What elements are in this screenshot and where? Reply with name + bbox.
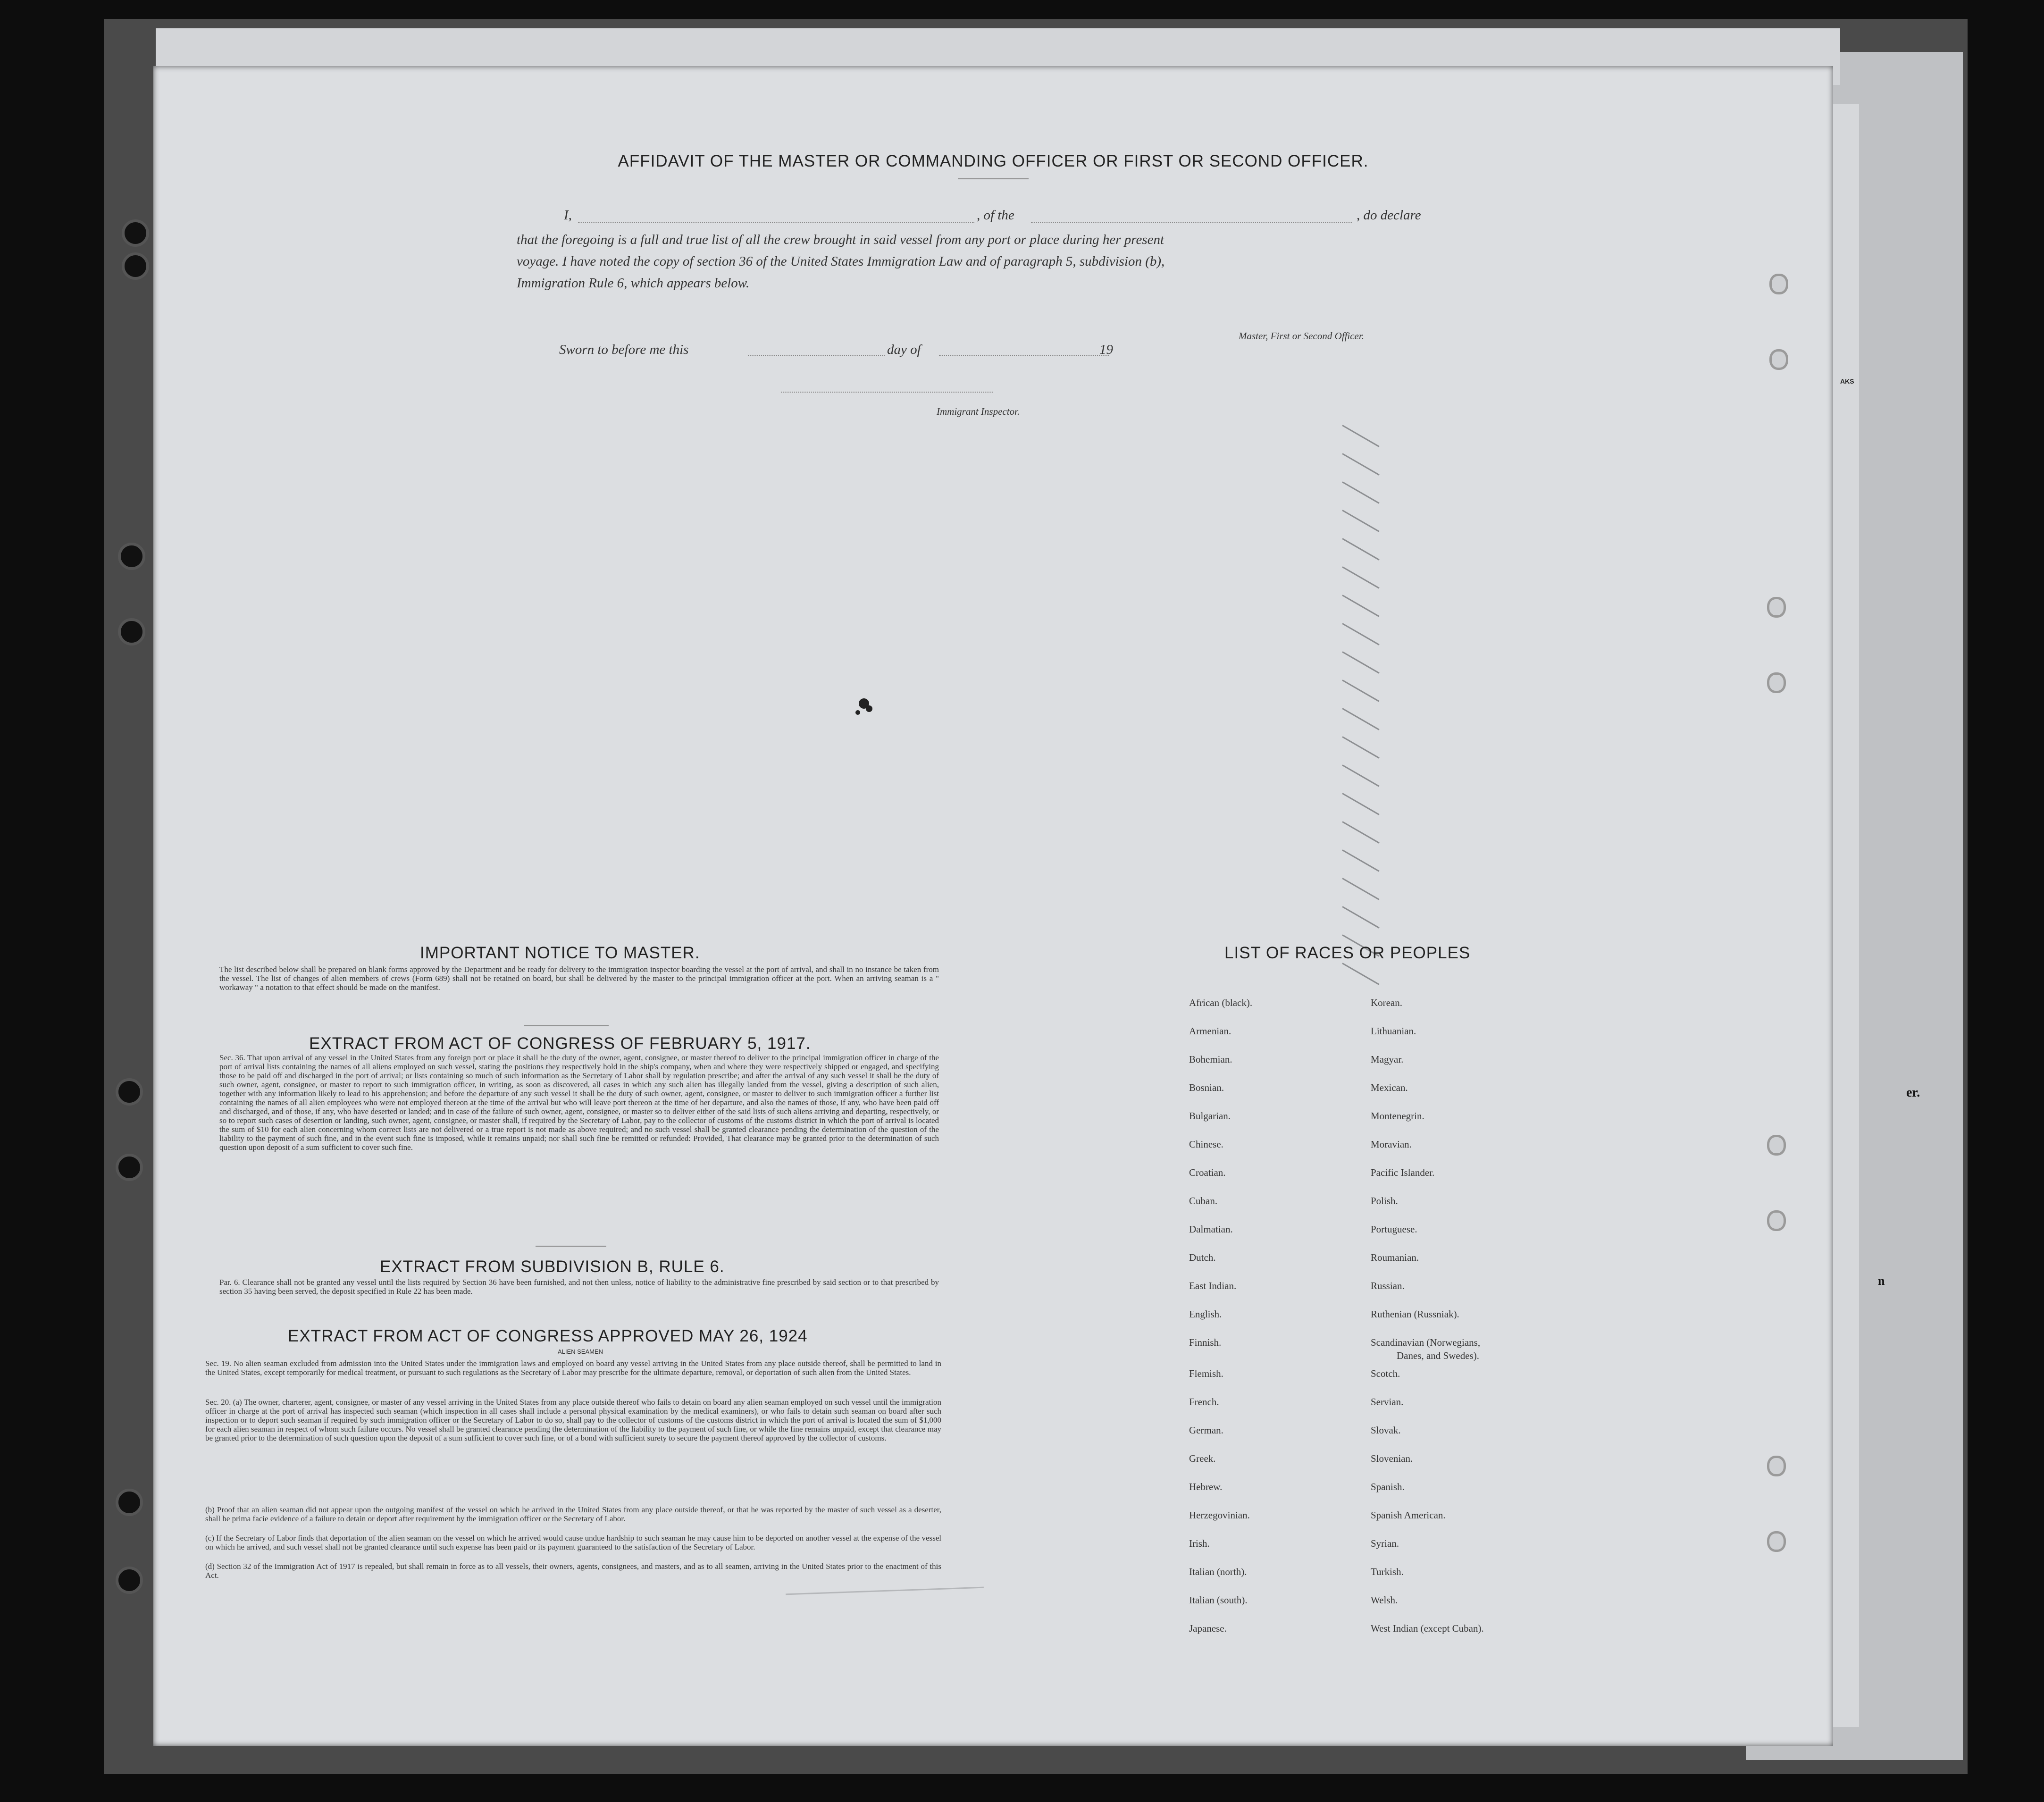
race-item: Cuban. (1189, 1195, 1218, 1207)
binder-hole (122, 252, 149, 280)
race-item: Slovenian. (1371, 1453, 1413, 1464)
race-item: Moravian. (1371, 1139, 1412, 1150)
extract-1924-heading: EXTRACT FROM ACT OF CONGRESS APPROVED MAY 26, 1924 (288, 1327, 808, 1345)
race-item: Slovak. (1371, 1425, 1401, 1436)
races-column-1 (1189, 989, 1252, 1643)
sworn-day-line (748, 355, 885, 356)
race-item: Welsh. (1371, 1594, 1398, 1606)
race-item: Hebrew. (1189, 1481, 1223, 1492)
race-item: Russian. (1371, 1280, 1405, 1291)
race-item: Finnish. (1189, 1337, 1222, 1348)
affidavit-do-declare: , do declare (1357, 208, 1421, 223)
dash-mark (1342, 453, 1379, 476)
race-item: Portuguese. (1371, 1224, 1417, 1235)
race-item: Bohemian. (1189, 1054, 1232, 1065)
race-item: Montenegrin. (1371, 1110, 1424, 1122)
race-item: German. (1189, 1425, 1223, 1436)
divider (524, 1025, 609, 1026)
race-item: Greek. (1189, 1453, 1216, 1464)
sec20d-text: (d) Section 32 of the Immigration Act of 1917 is repealed, but shall remain in force as to all vessels, their owners, agents, consignees, and masters, and as to all seamen, arriving in the United States prior to the enactment of this Act. (205, 1562, 941, 1580)
race-item: Pacific Islander. (1371, 1167, 1435, 1178)
rule6-heading: EXTRACT FROM SUBDIVISION B, RULE 6. (380, 1257, 725, 1276)
race-item-multiline (1371, 1328, 1484, 1359)
race-item: Armenian. (1189, 1025, 1231, 1037)
race-item: Ruthenian (Russniak). (1371, 1308, 1459, 1320)
dash-mark (1342, 736, 1379, 759)
reinforcement-ring (1767, 672, 1786, 693)
race-item: Spanish American. (1371, 1509, 1446, 1521)
race-item: Lithuanian. (1371, 1025, 1416, 1037)
race-item: Irish. (1189, 1538, 1210, 1549)
race-item: Flemish. (1189, 1368, 1223, 1379)
notice-text: The list described below shall be prepared on blank forms approved by the Department and be ready for delivery to the immigration inspector boarding the vessel at the port of arrival, and shall in no instance be taken from the vessel. The list of changes of alien members of crews (Form 689) shall not be retained on board, but shall be delivered by the master to the principal immigration officer at the port. When an arriving seaman is a " workaway " a notation to that effect should be made on the manifest. (219, 965, 939, 992)
race-item: East Indian. (1189, 1280, 1237, 1291)
document-page (153, 66, 1833, 1746)
divider (536, 1246, 606, 1247)
reinforcement-ring (1767, 1135, 1786, 1156)
margin-fragment: er. (1906, 1085, 1920, 1100)
dash-mark (1342, 538, 1379, 561)
dash-mark (1342, 651, 1379, 674)
rule6-text: Par. 6. Clearance shall not be granted any vessel until the lists required by Section 36 have been furnished, and not then unless, notice of liability to the administrative fine prescribed by said section or to that prescribed by section 35 having been served, the deposit specified in Rule 22 has been made. (219, 1278, 939, 1296)
sworn-label: Sworn to before me this (559, 342, 689, 357)
dash-mark (1342, 906, 1379, 929)
binder-hole (116, 1154, 143, 1181)
vessel-field-line (1031, 222, 1352, 223)
month-line (939, 355, 1109, 356)
pencil-mark (786, 1587, 984, 1595)
dash-mark (1342, 481, 1379, 504)
race-item: Polish. (1371, 1195, 1398, 1207)
race-item: Roumanian. (1371, 1252, 1419, 1263)
binder-hole (116, 1078, 143, 1106)
dash-mark (1342, 425, 1379, 447)
reinforcement-ring (1769, 274, 1788, 294)
dash-mark (1342, 510, 1379, 532)
race-item: English. (1189, 1308, 1222, 1320)
dash-mark (1342, 963, 1379, 985)
affidavit-of-the: , of the (977, 208, 1014, 223)
dash-mark (1342, 679, 1379, 702)
dash-mark (1342, 566, 1379, 589)
race-item: French. (1189, 1396, 1219, 1408)
margin-fragment: AKS (1840, 377, 1854, 385)
race-item-continuation: Danes, and Swedes). (1397, 1350, 1479, 1361)
reinforcement-ring (1769, 349, 1788, 370)
race-item: Dutch. (1189, 1252, 1216, 1263)
affidavit-line-1: that the foregoing is a full and true list of all the crew brought in said vessel from any port or place during her present (517, 232, 1164, 247)
races-column-2 (1371, 989, 1484, 1643)
race-item: Syrian. (1371, 1538, 1399, 1549)
sec20a-text: Sec. 20. (a) The owner, charterer, agent, consignee, or master of any vessel arriving in the United States from any place outside thereof who fails to detain on board any alien seaman employed on such vessel until the immigration officer in charge at the port of arrival has inspected such seaman (which inspection in all cases shall include a personal physical examination by the medical examiners), or who fails to detain such seaman on board after such inspection or to deport such seaman if required by such immigration officer or the Secretary of Labor to do so, shall pay to the collector of customs of the customs district in which the port of arrival is located the sum of $1,000 for each alien seaman in respect of whom such failure occurs. No vessel shall be granted clearance pending the determination of the liability to the payment of such fine, or while the fine remains unpaid, except that clearance may be granted prior to the determination of such question upon the deposit of a sum sufficient to cover such fine, or of a bond with sufficient surety to secure the payment thereof approved by the collector of customs. (205, 1398, 941, 1442)
binder-hole (118, 543, 145, 570)
year-label: 19 (1099, 342, 1113, 357)
affidavit-title: AFFIDAVIT OF THE MASTER OR COMMANDING OFFICER OR FIRST OR SECOND OFFICER. (618, 152, 1369, 170)
notice-heading: IMPORTANT NOTICE TO MASTER. (420, 944, 700, 962)
race-item: West Indian (except Cuban). (1371, 1623, 1484, 1634)
dash-mark (1342, 708, 1379, 730)
master-signature-label: Master, First or Second Officer. (1239, 330, 1364, 342)
dash-mark (1342, 878, 1379, 900)
dash-mark (1342, 849, 1379, 872)
reinforcement-ring (1767, 597, 1786, 618)
alien-seamen-subheading: ALIEN SEAMEN (557, 1348, 603, 1355)
reinforcement-ring (1767, 1456, 1786, 1476)
extract-1917-text: Sec. 36. That upon arrival of any vessel in the United States from any foreign port or place it shall be the duty of the owner, agent, consignee, or master thereof to deliver to the principal immigration officer in charge of the port of arrival lists containing the names of all aliens employed on such vessel, stating the positions they respectively hold in the ship's company, when and where they were respectively shipped or engaged, and specifying those to be paid off and discharged in the port of arrival; or lists containing so much of such information as the Secretary of Labor shall by regulation prescribe; and after the arrival of any such vessel it shall be the duty of such owner, agent, consignee, or master to report to such immigration officer, in writing, as soon as discovered, all cases in which any such alien has illegally landed from the vessel, giving a description of such alien, together with any information likely to lead to his apprehension; and before the departure of any such vessel it shall be the duty of such owner, agent, consignee, or master to deliver to such immigration officer a further list containing the names of all alien employees who were not employed thereon at the time of the arrival but who will leave port thereon at the time of her departure, and also the names of those, if any, who have been paid off and discharged, and of those, if any, who have deserted or landed; and in case of the failure of such owner, agent, consignee, or master so to deliver either of the said lists of such aliens arriving and departing, respectively, or so to report such cases of desertion or landing, such owner, agent, consignee, or master shall, if required by the Secretary of Labor, pay to the collector of customs of the customs district in which the port of arrival is located the sum of $10 for each alien concerning whom correct lists are not delivered or a true report is not made as above required; and no such vessel shall be granted clearance pending the determination of the question of the liability to the payment of such fine, and in the event such fine is imposed, while it remains unpaid; nor shall such fine be remitted or refunded: Provided, That clearance may be granted prior to the determination of such question upon deposit of a sum sufficient to cover such fine. (219, 1053, 939, 1152)
inspector-label: Immigrant Inspector. (937, 406, 1020, 417)
race-item: Italian (north). (1189, 1566, 1247, 1577)
binder-hole (116, 1567, 143, 1594)
affidavit-i: I, (564, 208, 572, 223)
race-item: Dalmatian. (1189, 1224, 1233, 1235)
race-item: Italian (south). (1189, 1594, 1248, 1606)
sec19-text: Sec. 19. No alien seaman excluded from admission into the United States under the immigration laws and employed on board any vessel arriving in the United States from any place outside thereof, shall be permitted to land in the United States, except temporarily for medical treatment, or pursuant to such regulations as the Secretary of Labor may prescribe for the ultimate departure, removal, or deportation of such alien from the United States. (205, 1359, 941, 1377)
race-item: Japanese. (1189, 1623, 1227, 1634)
race-item: Scandinavian (Norwegians, (1371, 1337, 1481, 1348)
affidavit-line-3: Immigration Rule 6, which appears below. (517, 276, 750, 291)
margin-fragment: n (1878, 1274, 1885, 1288)
dash-mark (1342, 595, 1379, 617)
dash-mark (1342, 821, 1379, 844)
dash-mark (1342, 623, 1379, 645)
binder-hole (122, 219, 149, 247)
race-item: African (black). (1189, 997, 1253, 1008)
binder-hole (116, 1489, 143, 1516)
race-item: Spanish. (1371, 1481, 1405, 1492)
affidavit-line-2: voyage. I have noted the copy of section 36 of the United States Immigration Law and of paragraph 5, subdivision (b), (517, 254, 1165, 269)
binder-hole (118, 618, 145, 645)
sec20c-text: (c) If the Secretary of Labor finds that deportation of the alien seaman on the vessel on which he arrived would cause undue hardship to such seaman he may cause him to be deported on another vessel at the expense of the vessel on which he arrived, and such vessel shall not be granted clearance until such expense has been paid or its payment guaranteed to the satisfaction of the Secretary of Labor. (205, 1534, 941, 1551)
race-item: Magyar. (1371, 1054, 1404, 1065)
race-item: Servian. (1371, 1396, 1404, 1408)
name-field-line (578, 222, 974, 223)
races-heading: LIST OF RACES OR PEOPLES (1224, 944, 1471, 962)
race-item: Bosnian. (1189, 1082, 1224, 1093)
race-item: Bulgarian. (1189, 1110, 1231, 1122)
divider (958, 178, 1029, 179)
dash-mark (1342, 764, 1379, 787)
ink-blot (866, 705, 872, 712)
race-item: Croatian. (1189, 1167, 1226, 1178)
sec20b-text: (b) Proof that an alien seaman did not appear upon the outgoing manifest of the vessel on which he arrived in the United States from any place outside thereof, or that he was reported by the master of such vessel as a deserter, shall be prima facie evidence of a failure to detain or deport after requirement by the immigration officer or the Secretary of Labor. (205, 1505, 941, 1523)
race-item: Korean. (1371, 997, 1403, 1008)
extract-1917-heading: EXTRACT FROM ACT OF CONGRESS OF FEBRUARY 5, 1917. (309, 1034, 811, 1053)
race-item: Herzegovinian. (1189, 1509, 1250, 1521)
ink-blot (855, 710, 860, 715)
reinforcement-ring (1767, 1210, 1786, 1231)
race-item: Turkish. (1371, 1566, 1404, 1577)
day-of-label: day of (887, 342, 921, 357)
race-item: Mexican. (1371, 1082, 1408, 1093)
inspector-signature-line (781, 392, 993, 393)
dash-mark (1342, 793, 1379, 815)
reinforcement-ring (1767, 1531, 1786, 1552)
race-item: Chinese. (1189, 1139, 1223, 1150)
race-item: Scotch. (1371, 1368, 1400, 1379)
